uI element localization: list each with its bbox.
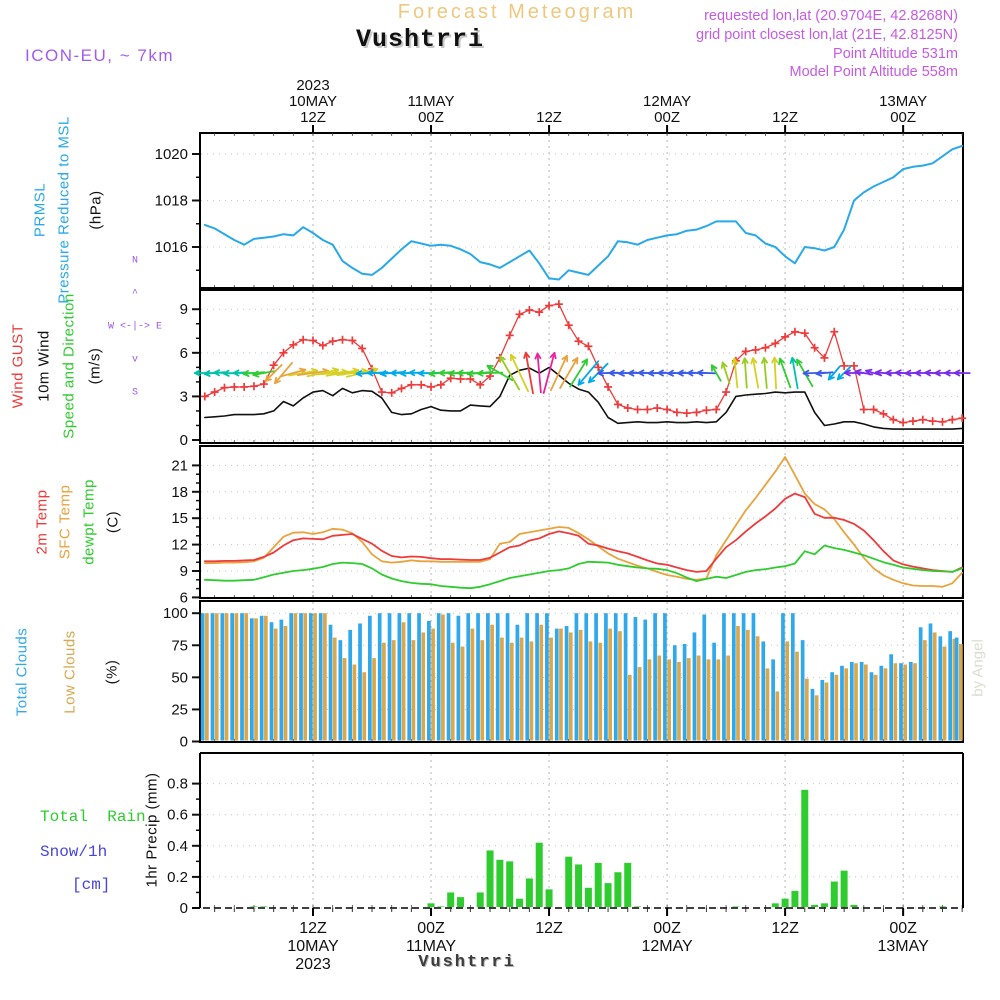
total-clouds-label: Total Clouds [13,627,31,717]
total-clouds-bar [289,613,293,740]
y-tick-label: 75 [171,637,188,655]
low-clouds-bar [579,630,583,741]
precip-bar [536,843,543,907]
low-clouds-bar [274,629,278,741]
low-clouds-bar [382,643,386,741]
total-clouds-bar [742,613,746,740]
total-clouds-bar [801,640,805,740]
total-clouds-bar [624,613,628,740]
y-tick-label: 0.2 [167,868,188,886]
top-hour-label: 12Z [772,109,799,126]
total-clouds-bar [850,662,854,741]
top-day-label: 10MAY [288,93,338,110]
precip-bar [634,906,641,907]
total-clouds-bar [575,613,579,740]
precip-bar [614,872,621,907]
point-altitude: Point Altitude 531m [833,46,958,62]
top-hour-label: 12Z [536,109,562,126]
y-tick-label: 0 [179,733,188,751]
y-tick-label: 9 [179,301,188,319]
total-clouds-bar [201,613,205,740]
y-tick-label: 0.4 [167,837,188,855]
low-clouds-bar [943,647,947,741]
ms-unit-label: (m/s) [86,347,104,385]
temp-sfc-label: SFC Temp [56,484,74,560]
total-clouds-bar [870,672,874,740]
low-clouds-bar [569,632,573,740]
total-clouds-bar [486,613,490,740]
wind-direction-arrow [745,358,747,387]
wind-arrow-head [866,370,871,371]
precip-bar [811,905,818,907]
total-clouds-bar [594,613,598,740]
total-clouds-bar [752,613,756,740]
total-clouds-bar [535,613,539,740]
top-day-label: 12MAY [643,93,692,110]
precip-bar [801,790,808,907]
low-clouds-bar [884,668,888,740]
low-clouds-bar [805,679,809,741]
bottom-day-label: 11MAY [405,938,457,955]
total-clouds-bar [437,613,441,740]
bottom-year-label: 2023 [295,956,331,973]
precip-bar [605,883,612,907]
top-hour-label: 00Z [654,109,681,126]
pressure-msl-label: Pressure Reduced to MSL [55,116,73,304]
total-clouds-bar [860,662,864,741]
total-clouds-bar [555,629,559,741]
y-tick-label: 12 [171,536,188,554]
pct-unit-label: (%) [103,659,121,685]
bottom-hour-label: 12Z [535,920,563,937]
precip-bar [841,871,848,907]
precip-bar [821,903,828,907]
low-clouds-bar [844,668,848,740]
top-hour-label: 00Z [890,109,917,126]
low-clouds-bar [303,613,307,740]
total-clouds-bar [230,613,234,740]
top-time-axis [215,77,963,136]
top-hour-label: 12Z [300,109,326,126]
low-clouds-bar [638,667,642,740]
total-clouds-bar [299,613,303,740]
total-clouds-bar [506,613,510,740]
low-clouds-bar [697,656,701,741]
y-tick-label: 0.8 [167,775,188,793]
low-clouds-bar [894,663,898,740]
low-clouds-bar [795,652,799,741]
total-clouds-bar [811,689,815,741]
precip-bar [732,906,739,907]
prmsl-label: PRMSL [31,182,49,238]
watermark: by Angel [969,639,987,697]
top-year-label: 2023 [296,77,330,94]
total-clouds-bar [909,662,913,741]
low-clouds-bar [923,640,927,740]
total-clouds-bar [643,620,647,741]
low-clouds-bar [323,613,327,740]
total-clouds-bar [348,630,352,741]
low-clouds-bar [785,641,789,740]
total-clouds-bar [398,613,402,740]
y-tick-label: 15 [171,510,188,528]
temp-panel [171,446,963,606]
low-clouds-bar [510,643,514,741]
low-clouds-bar [559,629,563,741]
low-clouds-bar [959,644,963,741]
precip-bar [250,906,257,907]
total-clouds-bar [457,616,461,741]
low-clouds-bar [205,613,209,740]
precip-axis-label: 1hr Precip (mm) [143,772,161,888]
total-clouds-bar [879,666,883,741]
low-clouds-bar [716,659,720,740]
bottom-time-axis [215,908,963,973]
y-tick-label: 50 [171,669,188,687]
y-tick-label: 6 [179,589,188,607]
compass-we: W <-|-> E [107,321,163,333]
precip-bar [772,903,779,907]
precip-bar [437,906,444,907]
low-clouds-bar [736,626,740,740]
total-clouds-bar [260,616,264,741]
pressure-panel [155,133,963,288]
precip-bar [595,863,602,907]
total-clouds-bar [702,614,706,740]
total-clouds-bar [279,620,283,741]
bottom-hour-label: 12Z [771,920,799,937]
low-clouds-bar [264,616,268,741]
total-clouds-bar [820,680,824,741]
total-clouds-bar [496,613,500,740]
precip-bar [575,864,582,907]
precip-bar [782,899,789,907]
low-clouds-bar [539,625,543,741]
total-clouds-bar [447,613,451,740]
precip-bar [526,878,533,907]
precip-bar [831,882,838,907]
precip-bar [624,863,631,907]
low-clouds-bar [687,658,691,740]
hpa-unit-label: (hPa) [87,190,105,230]
total-clouds-bar [319,613,323,740]
compass-s: S [131,387,139,399]
y-tick-label: 21 [171,457,188,475]
low-clouds-bar [490,625,494,741]
low-clouds-bar [313,613,317,740]
precip-bar [428,903,435,907]
total-clouds-bar [938,636,942,740]
low-clouds-bar [677,662,681,741]
total-clouds-bar [358,623,362,740]
total-clouds-bar [270,622,274,740]
precip-bar [850,905,857,907]
low-clouds-bar [618,631,622,740]
wind-direction-arrow [780,359,790,388]
total-clouds-bar [653,613,657,740]
total-clouds-bar [663,613,667,740]
total-rain-label: Total Rain [40,808,146,826]
precip-bars [250,790,945,907]
model-name: ICON-EU, ~ 7km [25,46,174,65]
requested-coords: requested lon,lat (20.9704E, 42.8268N) [704,8,958,24]
total-clouds-bar [919,627,923,740]
y-tick-label: 25 [171,701,188,719]
bottom-hour-label: 00Z [889,920,917,937]
low-clouds-bar [825,682,829,740]
low-clouds-bar [451,643,455,741]
low-clouds-bar [667,659,671,740]
total-clouds-bar [712,643,716,741]
total-clouds-bar [899,663,903,740]
y-tick-label: 0 [179,900,188,917]
total-clouds-bar [830,672,834,740]
wind-direction-arrow [775,358,777,389]
precip-bar [457,897,464,907]
y-tick-label: 100 [162,605,188,623]
precip-bar [487,850,494,907]
low-clouds-bar [815,695,819,740]
low-clouds-bar [284,626,288,740]
low-clouds-bar [500,638,504,741]
low-clouds-bar [333,638,337,741]
low-clouds-bar [372,658,376,740]
low-clouds-bar [766,668,770,740]
low-clouds-bar [589,641,593,740]
wind-gust-label: Wind GUST [9,323,27,409]
wind-arrow-head [579,379,580,384]
low-clouds-bar [864,665,868,741]
low-clouds-bar [608,629,612,741]
y-tick-label: 0.6 [167,806,188,824]
total-clouds-bar [683,644,687,741]
low-clouds-label: Low Clouds [61,630,79,714]
total-clouds-bar [525,613,529,740]
low-clouds-bar [933,632,937,740]
low-clouds-bar [353,665,357,741]
total-clouds-bar [948,631,952,740]
bottom-day-label: 12MAY [641,938,693,955]
low-clouds-bar [834,675,838,741]
precip-bar [447,892,454,907]
compass-up-arrow-icon: ^ [131,288,139,300]
total-clouds-bar [476,613,480,740]
precip-bar [791,891,798,907]
speed-direction-label: Speed and Direction [60,293,78,439]
precip-bar [496,860,503,907]
total-clouds-bar [388,613,392,740]
low-clouds-bar [461,647,465,741]
y-tick-label: 9 [179,563,188,580]
wind-10m-label: 10m Wind [35,330,53,402]
wind-arrow-head [829,374,830,379]
total-clouds-bar [250,618,254,740]
low-clouds-bar [235,613,239,740]
y-tick-label: 3 [179,388,188,406]
pressure-series [205,146,962,280]
total-clouds-bar [889,654,893,740]
total-clouds-bar [417,613,421,740]
low-clouds-bar [598,643,602,741]
wind-direction-arrow [551,356,567,390]
low-clouds-bar [726,656,730,741]
total-clouds-bar [516,625,520,741]
bottom-day-label: 10MAY [287,938,339,955]
total-clouds-bar [309,613,313,740]
total-clouds-bar [378,613,382,740]
y-tick-label: 0 [179,432,188,449]
wind-arrow-head [856,370,861,372]
low-clouds-bar [441,614,445,740]
total-clouds-bar [407,613,411,740]
low-clouds-bar [225,613,229,740]
low-clouds-bar [412,640,416,740]
precip-bar [506,861,513,907]
wind-speed-line [205,367,962,429]
station-title: Vushtrri [355,25,485,54]
panel-frame [200,133,963,288]
total-clouds-bar [634,617,638,740]
model-point-altitude: Model Point Altitude 558m [789,64,958,80]
total-clouds-bar [761,641,765,740]
low-clouds-bar [530,641,534,740]
total-clouds-bar [339,640,343,740]
low-clouds-bar [294,613,298,740]
precip-bar [546,889,553,907]
low-clouds-bar [628,675,632,741]
low-clouds-bar [343,658,347,740]
total-clouds-bar [614,613,618,740]
total-clouds-bar [604,613,608,740]
dewpt-label: dewpt Temp [80,479,98,565]
compass-n: N [131,255,139,267]
low-clouds-bar [549,638,553,741]
low-clouds-bar [707,659,711,740]
c-unit-label: (C) [104,510,122,534]
top-day-label: 11MAY [407,93,455,110]
low-clouds-bar [244,613,248,740]
total-clouds-bar [466,613,470,740]
temp-series [205,457,962,588]
total-clouds-bar [220,613,224,740]
total-clouds-bar [781,613,785,740]
low-clouds-bar [215,613,219,740]
low-clouds-bar [874,675,878,741]
bottom-hour-label: 00Z [417,920,445,937]
plot-type-title: Forecast Meteogram [397,1,637,23]
precip-bar [260,906,267,907]
y-tick-label: 1016 [154,239,188,256]
y-tick-label: 1020 [154,146,188,163]
low-clouds-bar [480,640,484,740]
low-clouds-bar [746,630,750,741]
low-clouds-bar [402,622,406,740]
total-clouds-bar [722,613,726,740]
pressure-line [205,146,962,280]
station-footer: Vushtrri [418,953,516,972]
low-clouds-bar [657,656,661,741]
low-clouds-bar [392,640,396,740]
top-day-label: 13MAY [879,93,928,110]
wind-gust-line [205,304,962,423]
total-clouds-bar [840,666,844,741]
precip-bar [585,888,592,907]
temp-2m-label: 2m Temp [33,489,51,555]
wind-arrow-head [554,353,555,358]
low-clouds-bar [648,659,652,740]
y-tick-label: 6 [179,344,188,362]
total-clouds-bar [771,659,775,740]
grid-point-coords: grid point closest lon,lat (21E, 42.8125N) [696,27,958,43]
total-clouds-bar [565,626,569,740]
cm-unit-label: [cm] [72,876,111,894]
total-clouds-bar [693,632,697,740]
low-clouds-bar [254,618,258,740]
bottom-hour-label: 12Z [299,920,327,937]
low-clouds-bar [903,665,907,741]
y-tick-label: 1018 [154,192,188,210]
total-clouds-bar [211,613,215,740]
bottom-day-label: 13MAY [877,938,929,955]
total-clouds-bar [545,613,549,740]
total-clouds-bar [240,613,244,740]
precip-bar [477,892,484,907]
y-tick-label: 18 [171,483,188,501]
wind-arrow-head [275,378,276,383]
bottom-hour-label: 00Z [653,920,681,937]
total-clouds-bar [329,625,333,741]
snow-label: Snow/1h [40,843,108,861]
low-clouds-bar [854,663,858,740]
low-clouds-bar [431,629,435,741]
total-clouds-bar [955,638,959,741]
low-clouds-bar [520,638,524,741]
dewpoint-line [205,546,962,589]
total-clouds-bar [427,621,431,741]
total-clouds-bar [791,613,795,740]
total-clouds-bar [368,616,372,741]
wind-arrows [195,353,970,394]
low-clouds-bar [421,632,425,740]
total-clouds-bar [673,645,677,740]
total-clouds-bar [929,623,933,740]
low-clouds-bar [756,636,760,740]
low-clouds-bar [775,691,779,740]
total-clouds-bar [732,613,736,740]
top-hour-label: 00Z [418,109,444,126]
low-clouds-bar [362,672,366,740]
cloud-bars [201,613,963,740]
total-clouds-bar [584,613,588,740]
precip-bar [939,906,946,907]
compass-down-arrow-icon: v [131,354,139,366]
low-clouds-bar [471,629,475,741]
precip-bar [516,899,523,907]
low-clouds-bar [913,663,917,740]
precip-bar [565,857,572,907]
